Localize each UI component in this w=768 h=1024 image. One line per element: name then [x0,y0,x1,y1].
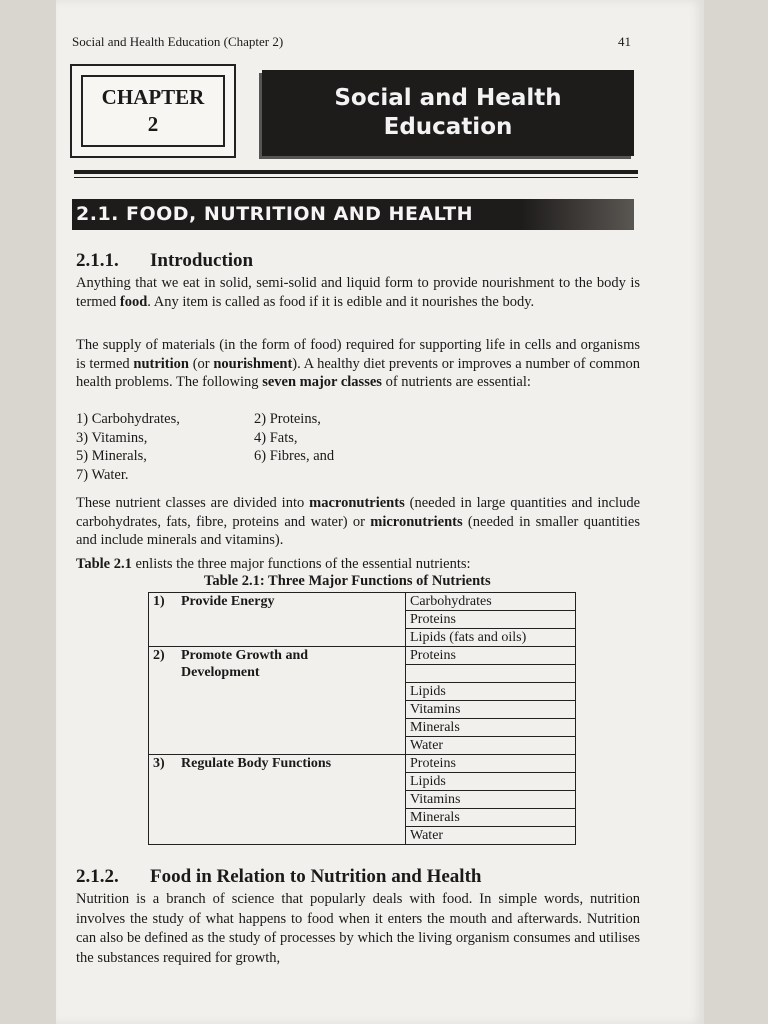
nutrient-cell: Proteins [406,647,576,665]
nutrient-list [76,410,334,484]
table-row [149,755,576,773]
subsection-title: Food in Relation to Nutrition and Health [150,866,482,887]
table-row [149,647,576,665]
nutrient-cell: Proteins [406,611,576,629]
subsection-heading-food-relation [76,866,481,888]
divider-rule-thick [74,170,638,174]
chapter-title-line2: Education [383,114,513,140]
nutrient-cell: Minerals [406,719,576,737]
subsection-heading-introduction [76,250,253,272]
table-row [149,593,576,611]
subsection-number: 2.1.1. [76,250,119,271]
section-heading: 2.1. FOOD, NUTRITION AND HEALTH [72,199,634,230]
paragraph-nutrition-definition: The supply of materials (in the form of food) required for supporting life in cells and organisms is termed nutrition (or nourishment). A healthy diet prevents or improves a number of common health problems. The following seven major classes of nutrients are essential: [76,337,640,390]
chapter-box-inner [81,75,225,147]
chapter-label: CHAPTER [101,85,205,109]
list-item: 1) Carbohydrates, 2) Proteins, [76,411,321,427]
running-header: Social and Health Education (Chapter 2) [72,34,284,49]
nutrient-cell: Vitamins [406,701,576,719]
book-page [56,0,704,1024]
nutrient-cell: Minerals [406,809,576,827]
nutrient-cell: Lipids (fats and oils) [406,629,576,647]
nutrient-cell-empty [406,665,576,683]
function-cell: 1) Provide Energy [149,593,406,647]
nutrient-cell: Lipids [406,683,576,701]
paragraph-table-intro: Table 2.1 enlists the three major functions of the essential nutrients: [76,556,471,572]
paragraph-food-definition: Anything that we eat in solid, semi-solid and liquid form to provide nourishment to the body is termed food. Any item is called as food if it is edible and it nourishes the body. [76,275,640,310]
nutrient-cell: Proteins [406,755,576,773]
chapter-title-banner [262,70,634,156]
function-cell: 3) Regulate Body Functions [149,755,406,845]
nutrient-cell: Vitamins [406,791,576,809]
nutrient-cell: Water [406,737,576,755]
divider-rule-thin [74,177,638,178]
subsection-number: 2.1.2. [76,866,119,887]
subsection-title: Introduction [150,250,254,271]
list-item: 7) Water. [76,466,129,483]
page-number: 41 [618,34,631,49]
nutrient-cell: Lipids [406,773,576,791]
chapter-box [70,64,236,158]
function-cell: 2) Promote Growth and Development [149,647,406,755]
paragraph-nutrition-science: Nutrition is a branch of science that popularly deals with food. In simple words, nutrition involves the study of what happens to food when it enters the mouth and afterwards. Nutrition can also be defined as the study of processes by which the living organism consumes and utilises the substances required for growth, [76,891,640,966]
table-caption: Table 2.1: Three Major Functions of Nutrients [204,573,491,589]
nutrient-cell: Water [406,827,576,845]
chapter-number: 2 [147,112,159,136]
list-item: 5) Minerals, 6) Fibres, and [76,448,335,464]
paragraph-macro-micro: These nutrient classes are divided into macronutrients (needed in large quantities and include carbohydrates, fats, fibre, proteins and water) or micronutrients (needed in smaller quantities and include minerals and vitamins). [76,495,640,548]
nutrient-cell: Carbohydrates [406,593,576,611]
chapter-title-line1: Social and Health [334,85,562,111]
list-item: 3) Vitamins, 4) Fats, [76,429,298,446]
nutrient-functions-table [148,592,576,845]
